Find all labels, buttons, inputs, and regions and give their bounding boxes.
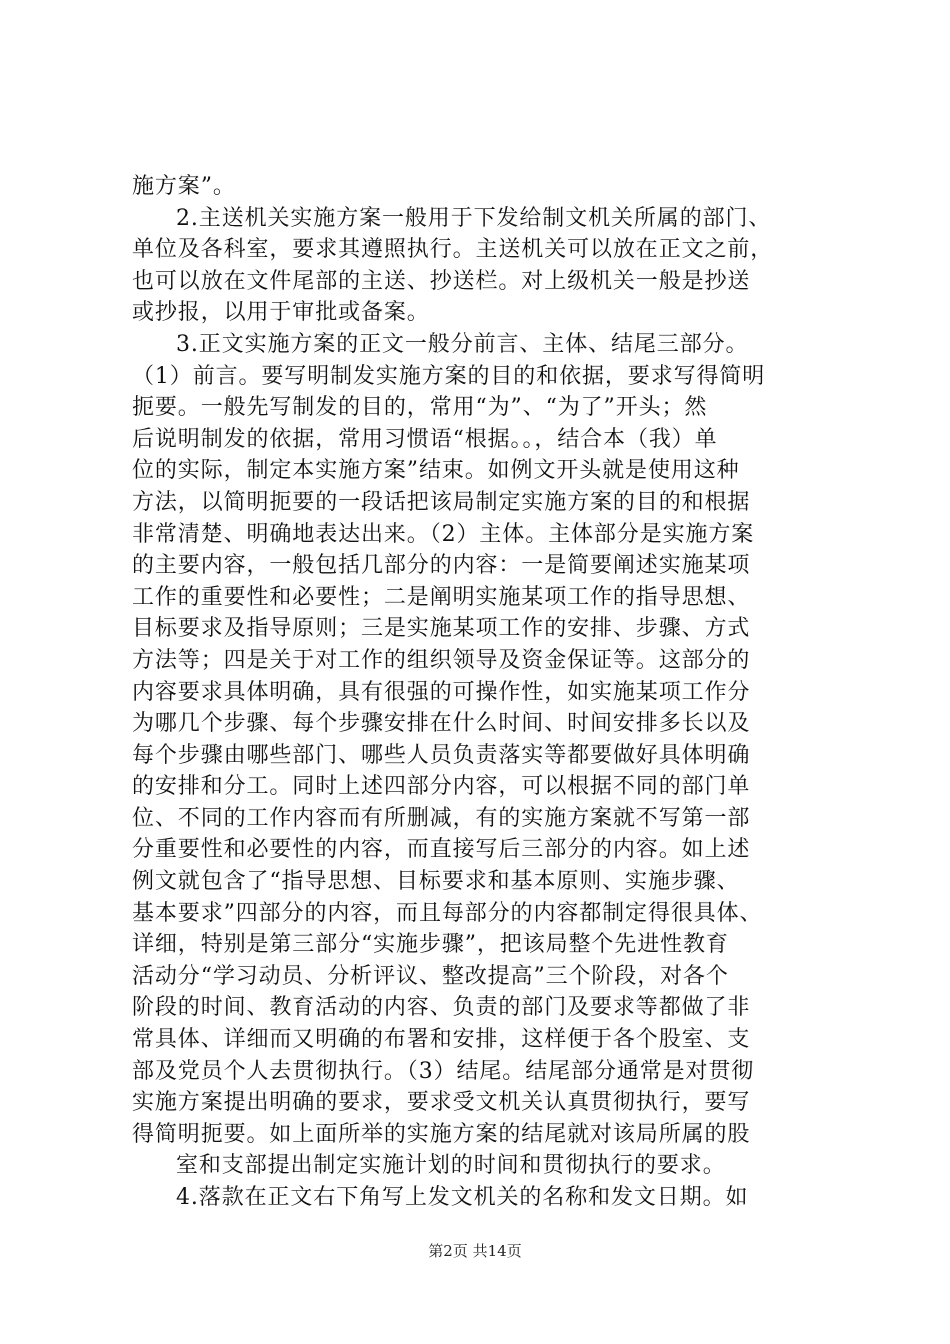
text-line: 4.落款在正文右下角写上发文机关的名称和发文日期。如 — [176, 1185, 749, 1210]
text-line: 详细，特别是第三部分“实施步骤”，把该局整个先进性教育 — [132, 932, 729, 958]
text-line: 位的实际，制定本实施方案”结束。如例文开头就是使用这种 — [132, 458, 740, 484]
text-line: （1）前言。要写明制发实施方案的目的和依据，要求写得简明 — [132, 363, 766, 389]
text-line: 3.正文实施方案的正文一般分前言、主体、结尾三部分。 — [176, 331, 749, 357]
text-line: 活动分“学习动员、分析评议、整改提高”三个阶段，对各个 — [132, 963, 729, 989]
text-line: 基本要求”四部分的内容，而且每部分的内容都制定得很具体、 — [132, 900, 763, 926]
text-line: 工作的重要性和必要性；二是阐明实施某项工作的指导思想、 — [132, 584, 751, 610]
text-line: 扼要。一般先写制发的目的，常用“为”、“为了”开头；然 — [132, 395, 708, 421]
text-line: 施方案”。 — [132, 174, 236, 199]
text-line: 的主要内容，一般包括几部分的内容：一是简要阐述实施某项 — [132, 553, 751, 579]
text-line: 的安排和分工。同时上述四部分内容，可以根据不同的部门单 — [132, 774, 751, 800]
text-line: 阶段的时间、教育活动的内容、负责的部门及要求等都做了非 — [132, 995, 751, 1021]
text-line: 室和支部提出制定实施计划的时间和贯彻执行的要求。 — [176, 1153, 726, 1179]
text-line: 单位及各科室，要求其遵照执行。主送机关可以放在正文之前， — [132, 237, 774, 263]
text-line: 方法，以简明扼要的一段话把该局制定实施方案的目的和根据 — [132, 489, 751, 515]
text-line: 例文就包含了“指导思想、目标要求和基本原则、实施步骤、 — [132, 869, 740, 895]
text-line: 常具体、详细而又明确的布署和安排，这样便于各个股室、支 — [132, 1027, 751, 1053]
text-line: 后说明制发的依据，常用习惯语“根据。。，结合本（我）单 — [132, 426, 718, 452]
text-line: 非常清楚、明确地表达出来。（2）主体。主体部分是实施方案 — [132, 521, 755, 547]
text-line: 或抄报，以用于审批或备案。 — [132, 300, 430, 326]
text-line: 得简明扼要。如上面所举的实施方案的结尾就对该局所属的股 — [132, 1121, 751, 1147]
text-line: 也可以放在文件尾部的主送、抄送栏。对上级机关一般是抄送 — [132, 268, 751, 294]
page-footer: 第2页 共14页 — [428, 1242, 522, 1260]
text-line: 分重要性和必要性的内容，而直接写后三部分的内容。如上述 — [132, 837, 751, 863]
text-line: 实施方案提出明确的要求，要求受文机关认真贯彻执行，要写 — [132, 1090, 751, 1116]
text-line: 内容要求具体明确，具有很强的可操作性，如实施某项工作分 — [132, 679, 751, 705]
text-line: 目标要求及指导原则；三是实施某项工作的安排、步骤、方式 — [132, 616, 751, 642]
text-line: 为哪几个步骤、每个步骤安排在什么时间、时间安排多长以及 — [132, 711, 751, 737]
text-line: 方法等；四是关于对工作的组织领导及资金保证等。这部分的 — [132, 647, 751, 673]
text-line: 2.主送机关实施方案一般用于下发给制文机关所属的部门、 — [176, 205, 772, 231]
body-text — [132, 171, 832, 1214]
text-line: 部及党员个人去贯彻执行。（3）结尾。结尾部分通常是对贯彻 — [132, 1058, 755, 1084]
text-line: 位、不同的工作内容而有所删减，有的实施方案就不写第一部 — [132, 805, 751, 831]
text-line: 每个步骤由哪些部门、哪些人员负责落实等都要做好具体明确 — [132, 742, 751, 768]
